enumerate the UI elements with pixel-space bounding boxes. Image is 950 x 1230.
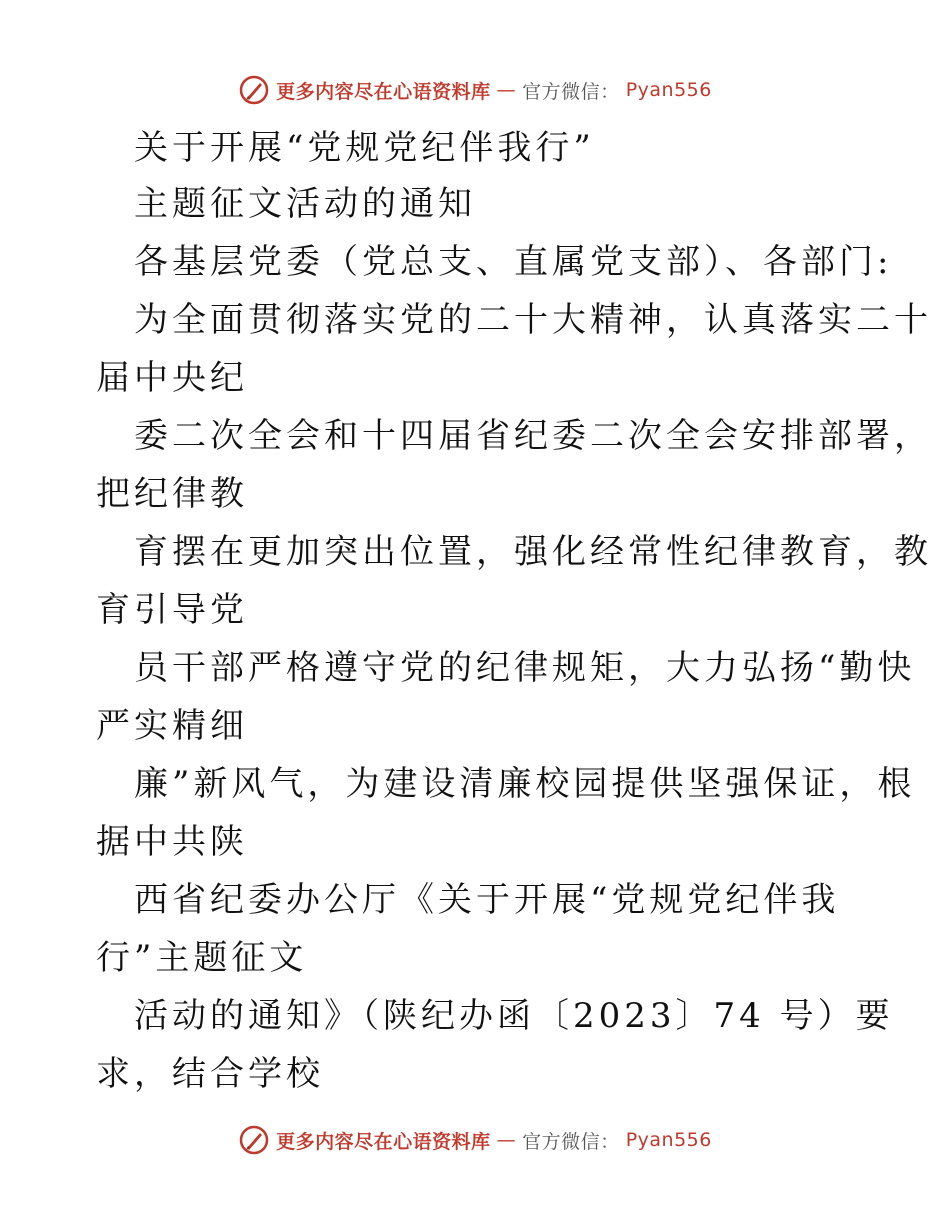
watermark-dash: — xyxy=(496,79,517,101)
quill-logo-icon xyxy=(238,74,270,106)
body-line: 据中共陕 xyxy=(96,822,248,862)
body-line: 育摆在更加突出位置，强化经常性纪律教育，教 xyxy=(134,532,932,572)
body-line: 员干部严格遵守党的纪律规矩，大力弘扬“勤快 xyxy=(134,648,916,688)
body-line: 廉”新风气，为建设清廉校园提供坚强保证，根 xyxy=(134,764,916,804)
watermark-footer xyxy=(0,1124,950,1156)
watermark-label: 官方微信： xyxy=(522,80,620,103)
watermark-header xyxy=(0,74,950,106)
watermark-main-text: 更多内容尽在心语资料库 xyxy=(276,80,491,103)
watermark-wechat-id: Pyan556 xyxy=(625,79,712,101)
title-line-2: 主题征文活动的通知 xyxy=(134,184,476,224)
body-line: 严实精细 xyxy=(96,706,248,746)
body-line: 西省纪委办公厅《关于开展“党规党纪伴我 xyxy=(134,880,840,920)
salutation-line: 各基层党委（党总支、直属党支部）、各部门: xyxy=(134,242,893,282)
body-line: 行”主题征文 xyxy=(96,938,308,978)
body-line: 求，结合学校 xyxy=(96,1054,324,1094)
watermark-label: 官方微信： xyxy=(522,1130,620,1153)
quill-logo-icon xyxy=(238,1124,270,1156)
body-line: 委二次全会和十四届省纪委二次全会安排部署， xyxy=(134,416,932,456)
body-line: 育引导党 xyxy=(96,590,248,630)
watermark-dash: — xyxy=(496,1129,517,1151)
body-line: 活动的通知》（陕纪办函〔2023〕74 号）要 xyxy=(134,996,894,1036)
body-line: 届中央纪 xyxy=(96,358,248,398)
title-line-1: 关于开展“党规党纪伴我行” xyxy=(134,128,595,168)
watermark-main-text: 更多内容尽在心语资料库 xyxy=(276,1130,491,1153)
body-line: 把纪律教 xyxy=(96,474,248,514)
watermark-wechat-id: Pyan556 xyxy=(625,1129,712,1151)
body-line: 为全面贯彻落实党的二十大精神，认真落实二十 xyxy=(134,300,932,340)
